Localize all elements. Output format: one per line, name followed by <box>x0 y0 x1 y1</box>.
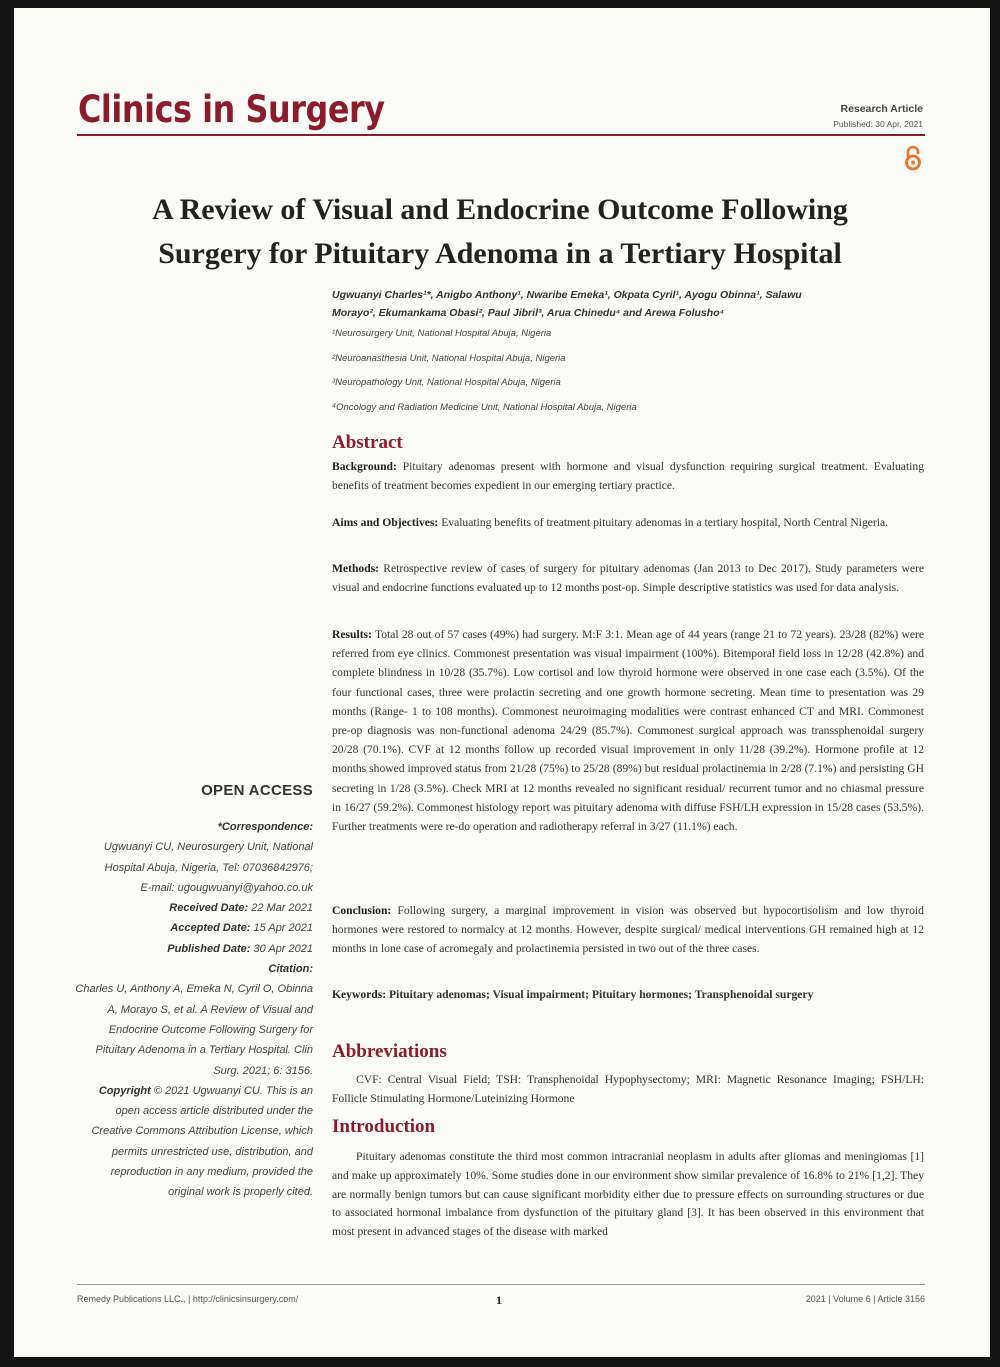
results-text: Total 28 out of 57 cases (49%) had surgery. M:F 3:1. Mean age of 44 years (range 21 to 72 years). 23/28 (82%) were referred from eye clinics. Commonest presentation was visual impairment (100%). Bitemporal field loss in 12/28 (42.8%) and complete blindness in 10/28 (35.7%). Low cortisol and low thyroid hormone were observed in one case each (3.5%). Of the four functional cases, three were prolactin secreting and one growth hormone secreting. Mean time to presentation was 29 months (Range- 1 to 108 months). Commonest neuroimaging modalities were contrast enhanced CT and MRI. Commonest pre-op diagnosis was non-functional adenoma 24/29 (85.7%). Commonest surgical approach was transsphenoidal surgery 20/28 (70.1%). CVF at 12 months follow up recorded visual improvement in only 11/28 (39.2%). Hormone profile at 12 months showed improved status from 21/28 (75%) to 25/28 (89%) but residual prolactinemia in 2/28 (7.1%) and persisting GH secreting in 1/28 (3.5%). Check MRI at 12 months revealed no significant residual/ recurrent tumor and no chiasmal pressure in 16/27 (59.2%). Commonest histology report was pituitary adenoma with diffuse FSH/LH expression in 15/28 cases (53.5%). Further treatments were re-do operation and radiotherapy referral in 3/27 (11.1%) each. <box>332 628 924 834</box>
background-text: Pituitary adenomas present with hormone and visual dysfunction requiring surgical treatment. Evaluating benefits of treatment becomes expedient in our emerging tertiary practice. <box>332 460 924 492</box>
abstract-keywords <box>332 986 924 1005</box>
keywords-text: Pituitary adenomas; Visual impairment; Pituitary hormones; Transphenoidal surgery <box>389 988 814 1001</box>
published-value: 30 Apr 2021 <box>253 942 313 955</box>
affiliation-2: ²Neuroanasthesia Unit, National Hospital Abuja, Nigeria <box>332 353 566 364</box>
abbreviations-heading: Abbreviations <box>332 1041 447 1062</box>
open-access-lock-icon <box>899 144 927 172</box>
methods-text: Retrospective review of cases of surgery for pituitary adenomas (Jan 2013 to Dec 2017). Study parameters were visual and endocrine functions evaluated up to 12 months post-op. Simple descriptive statistics was used for data analysis. <box>332 562 924 594</box>
authors-line2: Morayo², Ekumankama Obasi², Paul Jibril³, Arua Chinedu⁴ and Arewa Folusho⁴ <box>332 307 725 319</box>
copyright-label: Copyright <box>98 1084 151 1097</box>
article-type: Research Article <box>840 103 923 115</box>
affiliation-3: ³Neuropathology Unit, National Hospital Abuja, Nigeria <box>332 377 561 388</box>
abstract-background <box>332 458 924 496</box>
correspondence-email[interactable]: E-mail: ugougwuanyi@yahoo.co.uk <box>140 881 313 894</box>
abbreviations-text: CVF: Central Visual Field; TSH: Transphenoidal Hypophysectomy; MRI: Magnetic Resonance Imaging; FSH/LH: Follicle Stimulating Hormone/Luteinizing Hormone <box>332 1073 924 1105</box>
article-title-line1: A Review of Visual and Endocrine Outcome Following <box>152 193 848 226</box>
page-number: 1 <box>496 1293 502 1307</box>
affiliation-4: ⁴Oncology and Radiation Medicine Unit, National Hospital Abuja, Nigeria <box>332 402 637 413</box>
footer-rule <box>77 1284 925 1285</box>
published-date <box>74 939 313 959</box>
author-list <box>332 286 928 322</box>
article-title <box>74 188 926 276</box>
aims-label: Aims and Objectives: <box>332 516 439 529</box>
introduction-text: Pituitary adenomas constitute the third most common intracranial neoplasm in adults after gliomas and meningiomas [1] and make up approximately 10%. Some studies done in our environment show similar prevalence of 16.8% to 21% [1,2]. They are normally benign tumors but can cause significant morbidity either due to pressure effects on surrounding structures or due to associated hormonal imbalance from dysfunction of the pituitary gland [3]. It has been observed in this environment that most present in advanced stages of the disease with marked <box>332 1150 924 1239</box>
conclusion-label: Conclusion: <box>332 904 392 917</box>
methods-label: Methods: <box>332 562 380 575</box>
correspondence-block <box>74 817 313 1203</box>
published-label: Published Date: <box>167 942 251 955</box>
copyright-block <box>74 1081 313 1203</box>
published-date-header: Published: 30 Apr, 2021 <box>833 119 923 129</box>
citation-text: Charles U, Anthony A, Emeka N, Cyril O, Obinna A, Morayo S, et al. A Review of Visual and Endocrine Outcome Following Surgery for Pituitary Adenoma in a Tertiary Hospital. Clin Surg. 2021; 6: 3156. <box>75 983 313 1077</box>
accepted-label: Accepted Date: <box>170 922 251 935</box>
article-title-line2: Surgery for Pituitary Adenoma in a Tertiary Hospital <box>158 237 842 270</box>
received-value: 22 Mar 2021 <box>251 902 313 915</box>
correspondence-text: Ugwuanyi CU, Neurosurgery Unit, National Hospital Abuja, Nigeria, Tel: 07036842976; <box>103 841 313 874</box>
citation-label: Citation: <box>268 963 313 976</box>
abstract-methods <box>332 560 924 598</box>
results-label: Results: <box>332 628 372 641</box>
authors-line1: Ugwuanyi Charles¹*, Anigbo Anthony¹, Nwaribe Emeka¹, Okpata Cyril¹, Ayogu Obinna¹, Salawu <box>332 289 802 301</box>
open-access-label: OPEN ACCESS <box>201 782 313 799</box>
header-rule <box>77 134 925 136</box>
introduction-heading: Introduction <box>332 1116 436 1137</box>
abstract-conclusion <box>332 902 924 958</box>
journal-name: Clinics in Surgery <box>78 88 385 131</box>
received-label: Received Date: <box>169 902 249 915</box>
abstract-aims <box>332 514 924 533</box>
abstract-results <box>332 625 924 836</box>
abstract-heading: Abstract <box>332 432 403 453</box>
copyright-text: © 2021 Ugwuanyi CU. This is an open access article distributed under the Creative Commons Attribution License, which permits unrestricted use, distribution, and reproduction in any medium, provided the original work is properly cited. <box>91 1084 313 1199</box>
background-label: Background: <box>332 460 397 473</box>
correspondence-label: *Correspondence: <box>217 821 313 833</box>
article-page <box>14 8 990 1357</box>
accepted-value: 15 Apr 2021 <box>253 922 313 935</box>
received-date <box>74 898 313 918</box>
affiliation-1: ¹Neurosurgery Unit, National Hospital Abuja, Nigeria <box>332 328 552 339</box>
footer-publisher[interactable]: Remedy Publications LLC., | http://clinicsinsurgery.com/ <box>77 1294 299 1304</box>
conclusion-text: Following surgery, a marginal improvement in vision was observed but hypocortisolism and low thyroid hormones were restored to normalcy at 12 months. However, despite surgical/ medical interventions GH remained high at 12 months in lone case of acromegaly and prolactinemia persisted in two out of the three cases. <box>332 904 924 955</box>
accepted-date <box>74 918 313 938</box>
keywords-label: Keywords: <box>332 988 387 1001</box>
footer-volume-info: 2021 | Volume 6 | Article 3156 <box>805 1294 925 1304</box>
aims-text: Evaluating benefits of treatment pituitary adenomas in a tertiary hospital, North Central Nigeria. <box>441 516 889 529</box>
